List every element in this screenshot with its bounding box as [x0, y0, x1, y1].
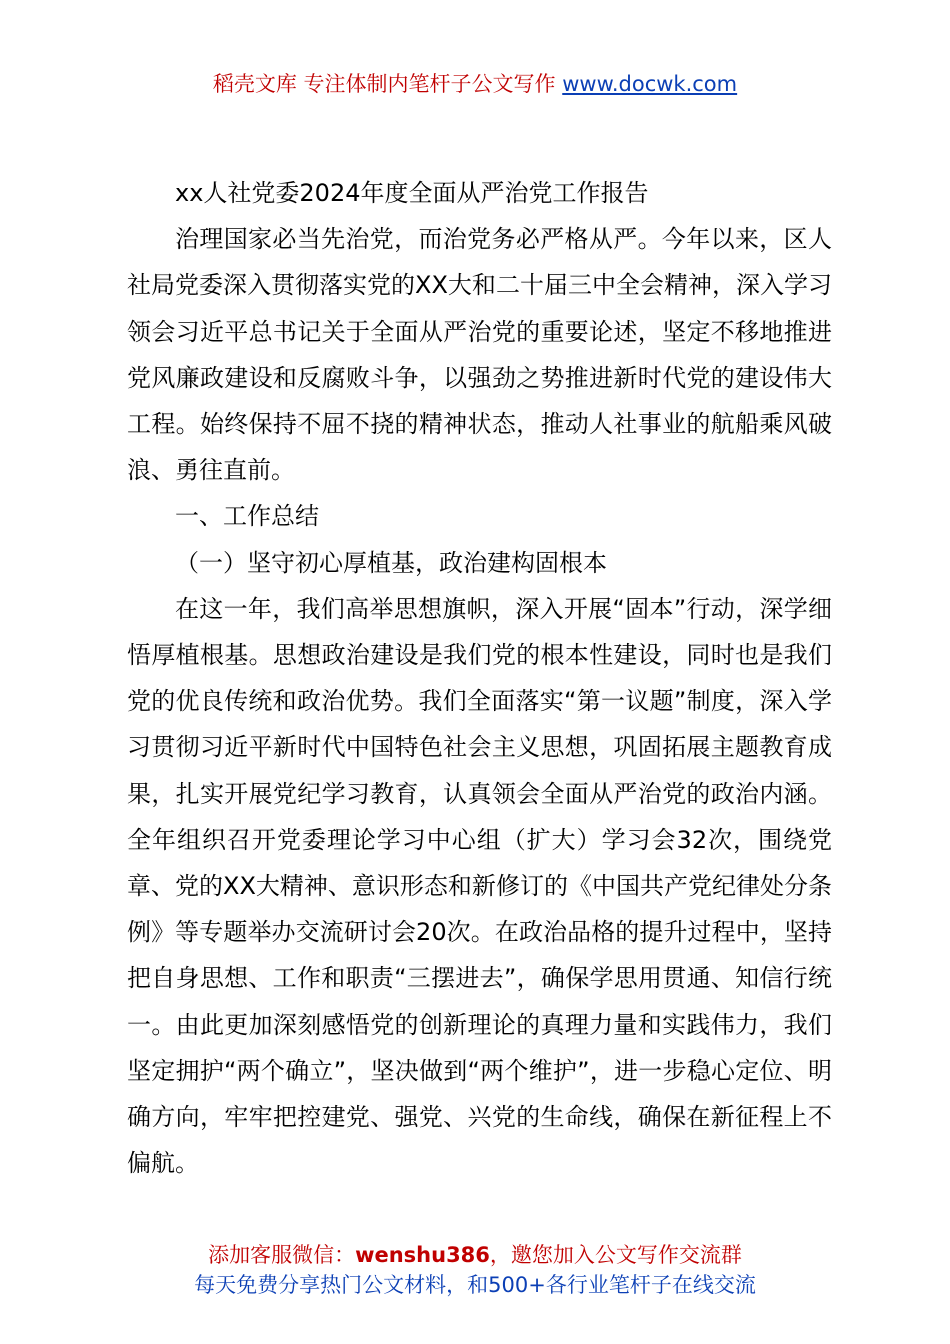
subsection-heading: （一）坚守初心厚植基，政治建构固根本	[175, 548, 607, 577]
body-paragraph: 在这一年，我们高举思想旗帜，深入开展“固本”行动，深学细悟厚植根基。思想政治建设是我们党的根本性建设，同时也是我们党的优良传统和政治优势。我们全面落实“第一议题”制度，深入学习贯彻习近平新时代中国特色社会主义思想，巩固拓展主题教育成果，扎实开展党纪学习教育，认真领会全面从严治党的政治内涵。全年组织召开党委理论学习中心组（扩大）学习会32次，围绕党章、党的XX大精神、意识形态和新修订的《中国共产党纪律处分条例》等专题举办交流研讨会20次。在政治品格的提升过程中，坚持把自身思想、工作和职责“三摆进去”，确保学思用贯通、知信行统一。由此更加深刻感悟党的创新理论的真理力量和实践伟力，我们坚定拥护“两个确立”，坚决做到“两个维护”，进一步稳心定位、明确方向，牢牢把控建党、强党、兴党的生命线，确保在新征程上不偏航。	[127, 594, 832, 1178]
page-header	[0, 70, 950, 98]
document-body	[127, 170, 832, 1186]
site-name: 稻壳文库 专注体制内笔杆子公文写作	[212, 72, 556, 96]
site-url-link[interactable]: www.docwk.com	[562, 72, 738, 96]
page-footer	[0, 1240, 950, 1300]
footer-contact-suffix: ，邀您加入公文写作交流群	[489, 1243, 742, 1267]
wechat-id: wenshu386	[355, 1243, 490, 1267]
document-title: xx人社党委2024年度全面从严治党工作报告	[175, 179, 649, 207]
footer-promo-line: 每天免费分享热门公文材料，和500+各行业笔杆子在线交流	[194, 1273, 756, 1297]
footer-contact-prefix: 添加客服微信：	[208, 1243, 356, 1267]
section-heading: 一、工作总结	[175, 502, 319, 531]
footer-contact-line	[0, 1240, 950, 1270]
intro-paragraph: 治理国家必当先治党，而治党务必严格从严。今年以来，区人社局党委深入贯彻落实党的XX大和二十届三中全会精神，深入学习领会习近平总书记关于全面从严治党的重要论述，坚定不移地推进党风廉政建设和反腐败斗争，以强劲之势推进新时代党的建设伟大工程。始终保持不屈不挠的精神状态，推动人社事业的航船乘风破浪、勇往直前。	[127, 225, 832, 485]
